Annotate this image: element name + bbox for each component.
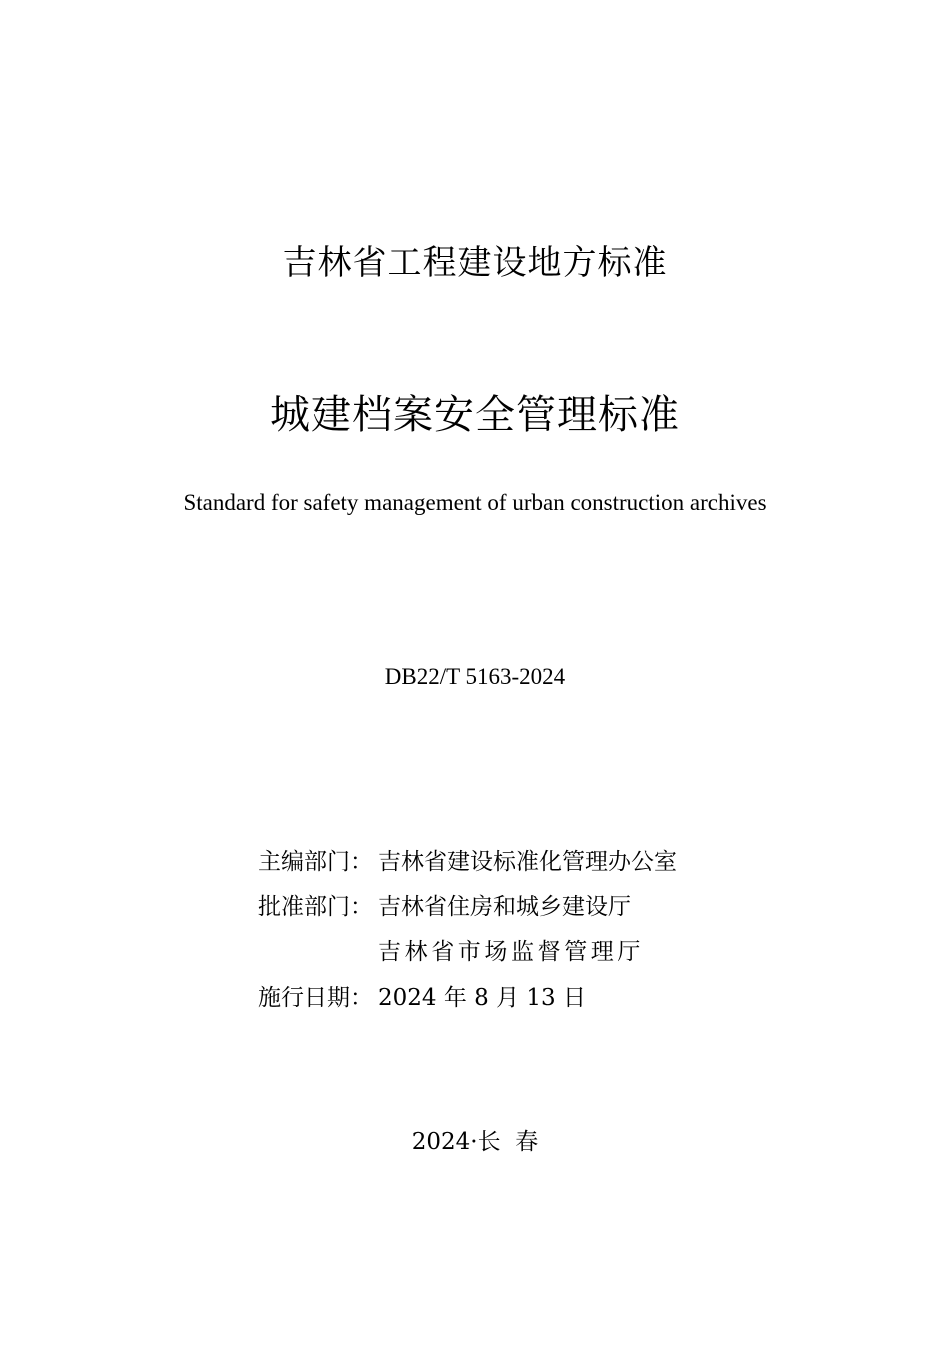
english-title: Standard for safety management of urban construction archives bbox=[183, 490, 767, 515]
editor-row bbox=[258, 846, 677, 878]
effective-value: 2024 年 8 月 13 日 bbox=[378, 985, 586, 1011]
effective-label: 施行日期： bbox=[258, 985, 373, 1011]
effective-row bbox=[258, 982, 586, 1014]
approver-row-2 bbox=[258, 936, 644, 968]
place-date: 2024·长 春 bbox=[411, 1129, 539, 1155]
editor-label: 主编部门： bbox=[258, 849, 373, 875]
approver-label: 批准部门： bbox=[258, 894, 373, 920]
standard-code: DB22/T 5163-2024 bbox=[384, 664, 566, 689]
approver-label-spacer bbox=[258, 936, 378, 968]
main-title: 城建档案安全管理标准 bbox=[270, 392, 680, 438]
editor-value: 吉林省建设标准化管理办公室 bbox=[378, 849, 677, 875]
approver-value-1: 吉林省住房和城乡建设厅 bbox=[378, 894, 631, 920]
series-title: 吉林省工程建设地方标准 bbox=[282, 243, 668, 283]
approver-value-2: 吉林省市场监督管理厅 bbox=[378, 939, 644, 965]
approver-row bbox=[258, 891, 631, 923]
